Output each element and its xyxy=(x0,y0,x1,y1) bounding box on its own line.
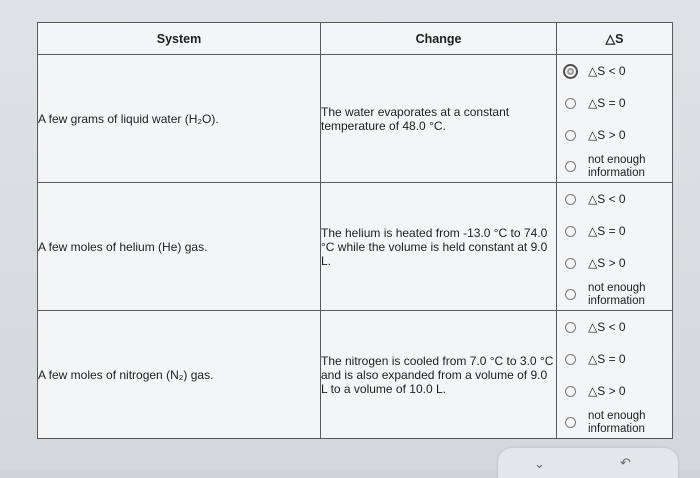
option-label: △S = 0 xyxy=(588,224,626,238)
option-ds-negative[interactable] xyxy=(557,183,672,215)
change-cell: The water evaporates at a constant temperature of 48.0 °C. xyxy=(321,55,557,183)
radio-button[interactable] xyxy=(565,322,576,333)
radio-button[interactable] xyxy=(565,354,576,365)
option-label: not enough information xyxy=(588,153,646,179)
option-label: not enough information xyxy=(588,409,646,435)
chevron-down-icon[interactable]: ⌄ xyxy=(534,456,545,471)
option-not-enough-info[interactable] xyxy=(557,407,672,438)
option-not-enough-info[interactable] xyxy=(557,151,672,182)
table-header-row xyxy=(38,23,673,55)
option-ds-zero[interactable] xyxy=(557,343,672,375)
option-ds-negative[interactable] xyxy=(557,311,672,343)
option-label: △S < 0 xyxy=(588,320,626,334)
option-ds-zero[interactable] xyxy=(557,87,672,119)
entropy-table xyxy=(37,22,673,439)
system-cell: A few grams of liquid water (H₂O). xyxy=(38,55,321,183)
header-change: Change xyxy=(321,23,557,55)
undo-icon[interactable]: ↶ xyxy=(620,455,631,470)
radio-button[interactable] xyxy=(565,258,576,269)
option-ds-positive[interactable] xyxy=(557,119,672,151)
option-label: △S < 0 xyxy=(588,64,626,78)
radio-button[interactable] xyxy=(565,289,576,300)
system-cell: A few moles of helium (He) gas. xyxy=(38,183,321,311)
radio-button[interactable] xyxy=(565,226,576,237)
delta-s-options xyxy=(557,55,673,183)
delta-s-options xyxy=(557,183,673,311)
header-delta-s: △S xyxy=(557,23,673,55)
option-label: △S > 0 xyxy=(588,384,626,398)
radio-selected[interactable] xyxy=(563,64,578,79)
bottom-toolbar xyxy=(498,448,678,478)
change-cell: The helium is heated from -13.0 °C to 74.0 °C while the volume is held constant at 9.0 L. xyxy=(321,183,557,311)
table-row xyxy=(38,183,673,311)
option-ds-negative[interactable] xyxy=(557,55,672,87)
option-label: not enough information xyxy=(588,281,646,307)
radio-button[interactable] xyxy=(565,130,576,141)
radio-button[interactable] xyxy=(565,417,576,428)
option-label: △S > 0 xyxy=(588,128,626,142)
radio-button[interactable] xyxy=(565,161,576,172)
radio-button[interactable] xyxy=(565,194,576,205)
option-label: △S = 0 xyxy=(588,96,626,110)
radio-button[interactable] xyxy=(565,98,576,109)
option-label: △S > 0 xyxy=(588,256,626,270)
table-row xyxy=(38,55,673,183)
option-label: △S = 0 xyxy=(588,352,626,366)
option-ds-positive[interactable] xyxy=(557,247,672,279)
system-cell: A few moles of nitrogen (N₂) gas. xyxy=(38,311,321,439)
change-cell: The nitrogen is cooled from 7.0 °C to 3.0 °C and is also expanded from a volume of 9.0 L to a volume of 10.0 L. xyxy=(321,311,557,439)
table-row xyxy=(38,311,673,439)
option-not-enough-info[interactable] xyxy=(557,279,672,310)
option-label: △S < 0 xyxy=(588,192,626,206)
option-ds-positive[interactable] xyxy=(557,375,672,407)
delta-s-options xyxy=(557,311,673,439)
header-system: System xyxy=(38,23,321,55)
option-ds-zero[interactable] xyxy=(557,215,672,247)
radio-button[interactable] xyxy=(565,386,576,397)
